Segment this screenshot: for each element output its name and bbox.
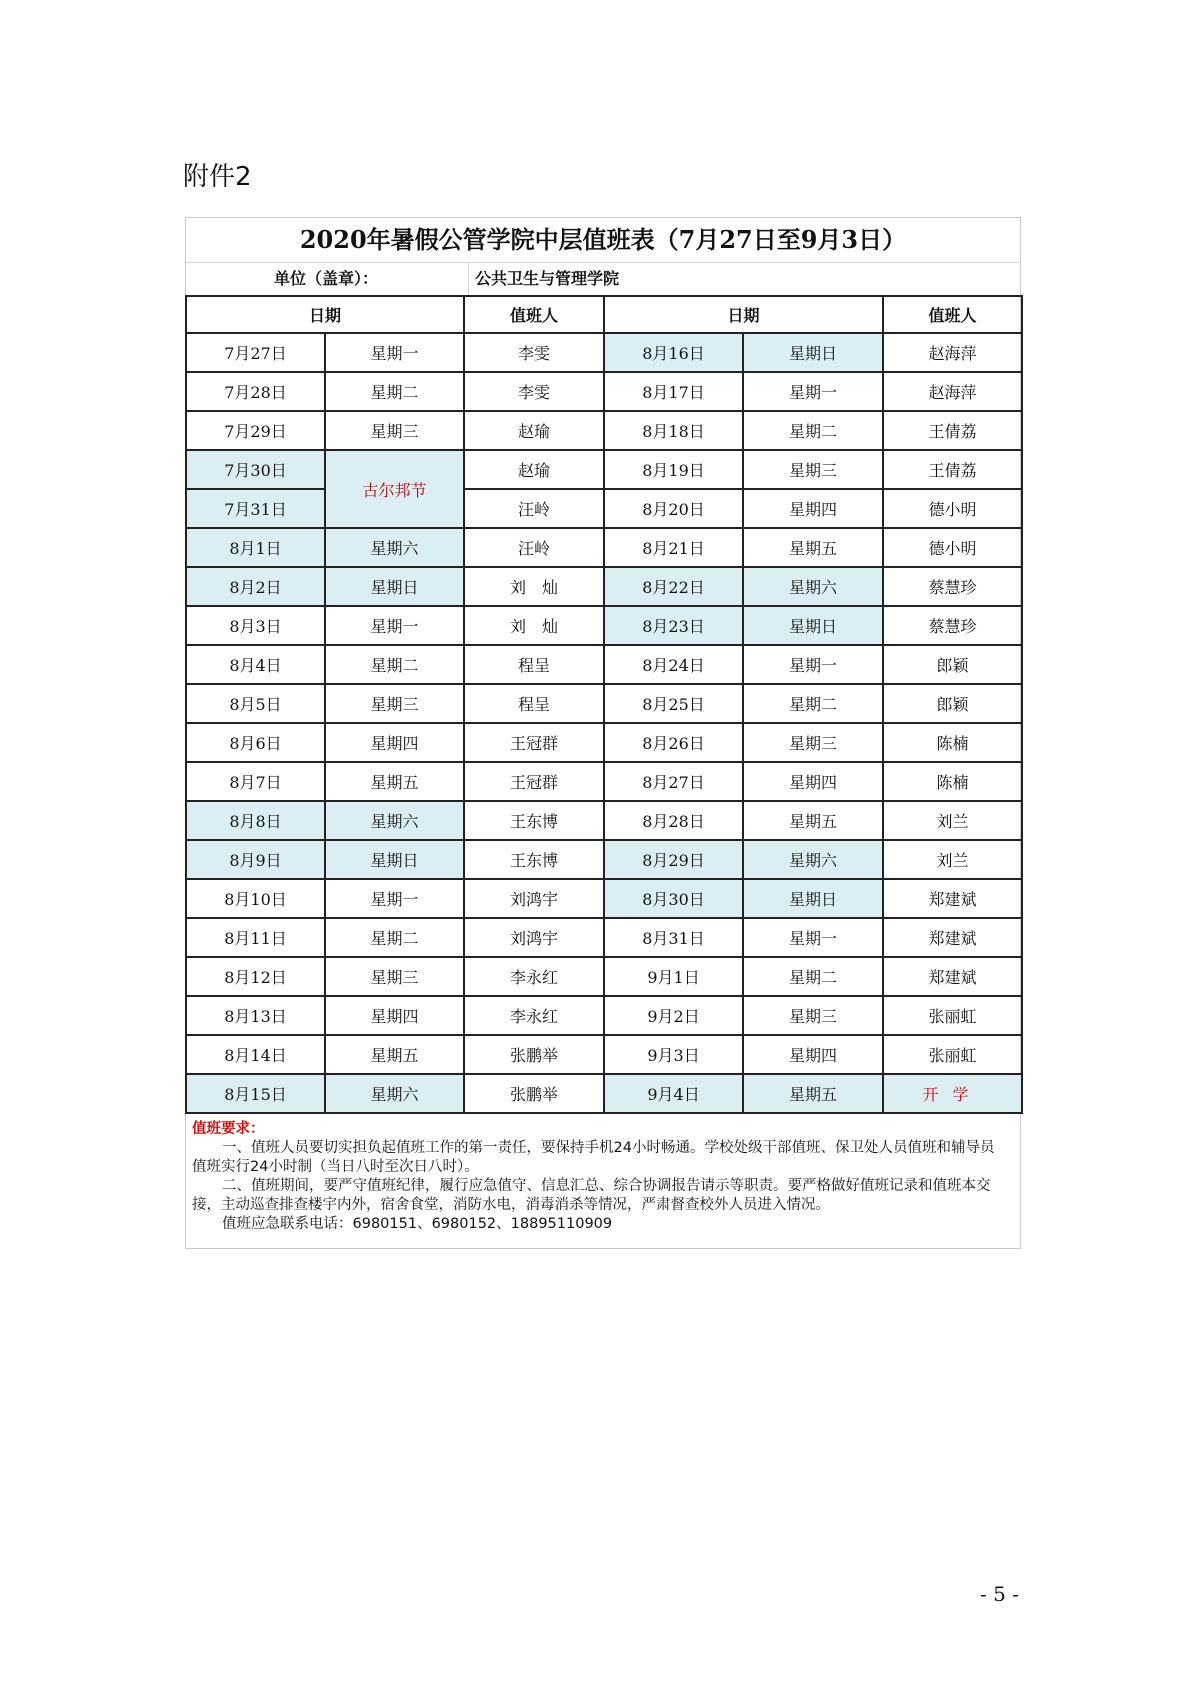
person-cell: 德小明 (883, 528, 1022, 567)
person-cell: 赵瑜 (464, 450, 604, 489)
unit-label: 单位（盖章）： (273, 269, 378, 288)
date-cell: 8月26日 (604, 723, 743, 762)
weekday-cell: 星期一 (325, 333, 464, 372)
weekday-cell: 星期二 (743, 411, 883, 450)
person-cell: 李永红 (464, 957, 604, 996)
weekday-cell: 星期五 (743, 528, 883, 567)
date-cell: 8月6日 (186, 723, 325, 762)
weekday-cell: 星期六 (325, 801, 464, 840)
date-cell: 8月7日 (186, 762, 325, 801)
weekday-cell: 星期三 (325, 684, 464, 723)
weekday-cell: 星期二 (743, 957, 883, 996)
person-cell: 王东博 (464, 801, 604, 840)
date-cell: 7月27日 (186, 333, 325, 372)
weekday-cell: 星期五 (743, 801, 883, 840)
date-cell: 8月31日 (604, 918, 743, 957)
date-cell: 8月14日 (186, 1035, 325, 1074)
table-row (186, 684, 1022, 723)
date-cell: 8月23日 (604, 606, 743, 645)
date-cell: 9月1日 (604, 957, 743, 996)
person-cell: 王冠群 (464, 723, 604, 762)
person-cell: 刘兰 (883, 840, 1022, 879)
date-cell: 7月30日 (186, 450, 325, 489)
weekday-cell: 星期一 (743, 918, 883, 957)
weekday-cell: 星期四 (743, 762, 883, 801)
weekday-cell: 星期三 (743, 723, 883, 762)
person-cell: 郑建斌 (883, 879, 1022, 918)
date-cell: 8月18日 (604, 411, 743, 450)
weekday-cell: 星期四 (325, 996, 464, 1035)
table-row (186, 762, 1022, 801)
weekday-cell: 星期日 (743, 606, 883, 645)
schedule-title: 2020年暑假公管学院中层值班表（7月27日至9月3日） (186, 218, 1020, 263)
date-cell: 8月1日 (186, 528, 325, 567)
weekday-cell: 星期四 (743, 1035, 883, 1074)
date-cell: 8月12日 (186, 957, 325, 996)
weekday-cell: 星期日 (743, 333, 883, 372)
date-cell: 8月2日 (186, 567, 325, 606)
date-cell: 8月13日 (186, 996, 325, 1035)
person-cell: 刘 灿 (464, 606, 604, 645)
weekday-cell: 星期三 (743, 450, 883, 489)
person-cell: 蔡慧珍 (883, 567, 1022, 606)
person-cell: 王东博 (464, 840, 604, 879)
weekday-cell: 星期二 (325, 918, 464, 957)
table-row (186, 528, 1022, 567)
festival-cell: 古尔邦节 (325, 450, 464, 528)
attachment-label: 附件2 (183, 162, 252, 192)
weekday-cell: 星期日 (325, 840, 464, 879)
weekday-cell: 星期三 (325, 957, 464, 996)
weekday-cell: 星期五 (325, 1035, 464, 1074)
date-cell: 7月28日 (186, 372, 325, 411)
person-cell: 刘鸿宇 (464, 918, 604, 957)
date-cell: 8月21日 (604, 528, 743, 567)
table-row (186, 996, 1022, 1035)
person-cell: 王倩荔 (883, 411, 1022, 450)
table-row (186, 801, 1022, 840)
table-row (186, 1074, 1022, 1113)
person-cell: 郑建斌 (883, 918, 1022, 957)
person-cell: 程呈 (464, 645, 604, 684)
header-date-left: 日期 (186, 296, 464, 333)
person-cell: 蔡慧珍 (883, 606, 1022, 645)
duty-schedule-sheet (185, 217, 1021, 1249)
date-cell: 9月2日 (604, 996, 743, 1035)
table-row (186, 489, 1022, 528)
person-cell: 张鹏举 (464, 1035, 604, 1074)
date-cell: 8月15日 (186, 1074, 325, 1113)
date-cell: 8月25日 (604, 684, 743, 723)
table-body (186, 333, 1022, 1113)
person-cell: 张丽虹 (883, 996, 1022, 1035)
weekday-cell: 星期五 (325, 762, 464, 801)
date-cell: 8月11日 (186, 918, 325, 957)
weekday-cell: 星期三 (325, 411, 464, 450)
school-start-cell: 开学 (883, 1074, 1022, 1113)
weekday-cell: 星期二 (325, 645, 464, 684)
person-cell: 张鹏举 (464, 1074, 604, 1113)
person-cell: 郎颖 (883, 645, 1022, 684)
table-row (186, 918, 1022, 957)
date-cell: 8月4日 (186, 645, 325, 684)
person-cell: 李雯 (464, 372, 604, 411)
requirements-heading: 值班要求： (192, 1121, 265, 1137)
table-header-row (186, 296, 1022, 333)
person-cell: 张丽虹 (883, 1035, 1022, 1074)
unit-value: 公共卫生与管理学院 (468, 263, 619, 295)
person-cell: 陈楠 (883, 723, 1022, 762)
person-cell: 刘兰 (883, 801, 1022, 840)
date-cell: 8月10日 (186, 879, 325, 918)
weekday-cell: 星期一 (325, 879, 464, 918)
table-row (186, 606, 1022, 645)
table-row (186, 1035, 1022, 1074)
person-cell: 赵海萍 (883, 333, 1022, 372)
person-cell: 汪岭 (464, 489, 604, 528)
table-row (186, 723, 1022, 762)
person-cell: 李雯 (464, 333, 604, 372)
person-cell: 郎颖 (883, 684, 1022, 723)
date-cell: 7月31日 (186, 489, 325, 528)
date-cell: 8月28日 (604, 801, 743, 840)
weekday-cell: 星期六 (325, 1074, 464, 1113)
person-cell: 王冠群 (464, 762, 604, 801)
date-cell: 8月8日 (186, 801, 325, 840)
header-person-right: 值班人 (883, 296, 1022, 333)
date-cell: 8月20日 (604, 489, 743, 528)
date-cell: 7月29日 (186, 411, 325, 450)
unit-row (186, 263, 1020, 295)
header-person-left: 值班人 (464, 296, 604, 333)
table-row (186, 567, 1022, 606)
weekday-cell: 星期一 (325, 606, 464, 645)
weekday-cell: 星期二 (743, 684, 883, 723)
person-cell: 德小明 (883, 489, 1022, 528)
table-row (186, 645, 1022, 684)
weekday-cell: 星期三 (743, 996, 883, 1035)
date-cell: 8月9日 (186, 840, 325, 879)
weekday-cell: 星期六 (743, 567, 883, 606)
weekday-cell: 星期二 (325, 372, 464, 411)
person-cell: 李永红 (464, 996, 604, 1035)
table-row (186, 840, 1022, 879)
header-date-right: 日期 (604, 296, 883, 333)
weekday-cell: 星期一 (743, 372, 883, 411)
table-row (186, 957, 1022, 996)
weekday-cell: 星期五 (743, 1074, 883, 1113)
duty-table (185, 295, 1023, 1114)
requirement-2: 二、值班期间，要严守值班纪律，履行应急值守、信息汇总、综合协调报告请示等职责。要严格做好值班记录和值班本交接，主动巡查排查楼宇内外，宿舍食堂，消防水电，消毒消杀等情况，严肃督查校外人员进入情况。 (192, 1178, 991, 1213)
weekday-cell: 星期日 (325, 567, 464, 606)
date-cell: 9月3日 (604, 1035, 743, 1074)
date-cell: 8月27日 (604, 762, 743, 801)
person-cell: 王倩荔 (883, 450, 1022, 489)
date-cell: 9月4日 (604, 1074, 743, 1113)
weekday-cell: 星期六 (325, 528, 464, 567)
weekday-cell: 星期一 (743, 645, 883, 684)
person-cell: 刘鸿宇 (464, 879, 604, 918)
page-number: - 5 - (980, 1582, 1019, 1606)
date-cell: 8月5日 (186, 684, 325, 723)
person-cell: 陈楠 (883, 762, 1022, 801)
date-cell: 8月24日 (604, 645, 743, 684)
date-cell: 8月16日 (604, 333, 743, 372)
table-row (186, 411, 1022, 450)
date-cell: 8月29日 (604, 840, 743, 879)
date-cell: 8月22日 (604, 567, 743, 606)
date-cell: 8月30日 (604, 879, 743, 918)
weekday-cell: 星期六 (743, 840, 883, 879)
weekday-cell: 星期日 (743, 879, 883, 918)
table-row (186, 372, 1022, 411)
person-cell: 赵瑜 (464, 411, 604, 450)
person-cell: 刘 灿 (464, 567, 604, 606)
weekday-cell: 星期四 (743, 489, 883, 528)
person-cell: 赵海萍 (883, 372, 1022, 411)
table-row (186, 450, 1022, 489)
table-row (186, 879, 1022, 918)
date-cell: 8月3日 (186, 606, 325, 645)
date-cell: 8月19日 (604, 450, 743, 489)
person-cell: 汪岭 (464, 528, 604, 567)
person-cell: 程呈 (464, 684, 604, 723)
table-row (186, 333, 1022, 372)
duty-requirements (186, 1114, 1020, 1248)
emergency-contact: 值班应急联系电话：6980151、6980152、18895110909 (222, 1216, 613, 1232)
date-cell: 8月17日 (604, 372, 743, 411)
requirement-1: 一、值班人员要切实担负起值班工作的第一责任，要保持手机24小时畅通。学校处级干部值班、保卫处人员值班和辅导员值班实行24小时制（当日八时至次日八时）。 (192, 1140, 995, 1175)
weekday-cell: 星期四 (325, 723, 464, 762)
person-cell: 郑建斌 (883, 957, 1022, 996)
